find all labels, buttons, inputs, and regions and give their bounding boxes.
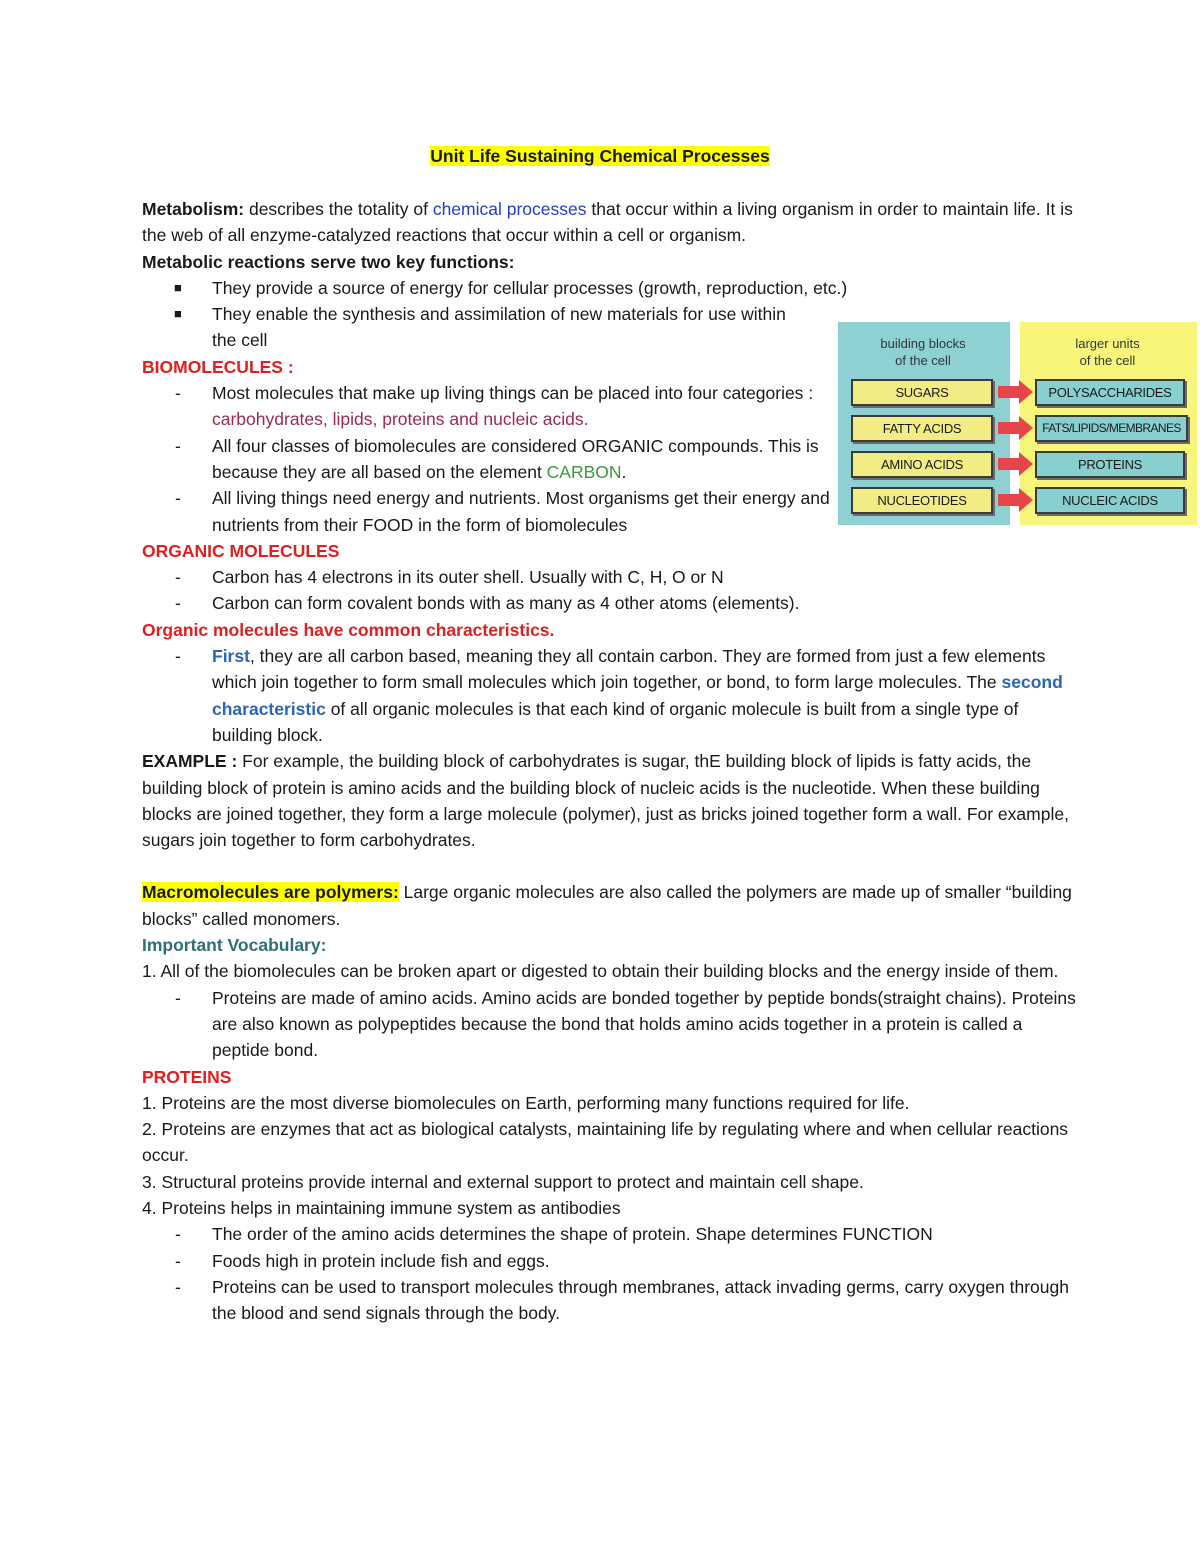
macromolecules-label: Macromolecules are polymers: <box>142 882 399 903</box>
arrow-icon <box>998 416 1033 440</box>
proteins-point: 4. Proteins helps in maintaining immune system as antibodies <box>142 1197 621 1218</box>
list-item: - Proteins are made of amino acids. Amino acids are bonded together by peptide bonds(straight chains). Proteins are also known as polypeptides because the bond that holds amino acids together in a protein is called a peptide bond. <box>175 987 1076 1061</box>
list-item: ■ They enable the synthesis and assimilation of new materials for use within the cell <box>174 304 786 351</box>
characteristics-list <box>142 643 1077 748</box>
vocabulary-heading: Important Vocabulary: <box>142 935 327 956</box>
arrow-icon <box>998 488 1033 512</box>
proteins-point: 2. Proteins are enzymes that act as biological catalysts, maintaining life by regulating where and when cellular reactions occur. <box>142 1119 1069 1166</box>
block-fatty-acids: FATTY ACIDS <box>851 415 993 442</box>
list-item: - Most molecules that make up living things can be placed into four categories : carbohydrates, lipids, proteins and nucleic acids. <box>175 383 814 430</box>
carbon-term: CARBON <box>546 461 622 482</box>
unit-proteins: PROTEINS <box>1035 451 1185 478</box>
proteins-point: 1. Proteins are the most diverse biomolecules on Earth, performing many functions required for life. <box>142 1092 910 1113</box>
metabolism-label: Metabolism: <box>142 199 245 219</box>
building-blocks-heading: building blocks of the cell <box>880 336 966 368</box>
proteins-list <box>142 1221 1077 1326</box>
biomolecule-categories: carbohydrates, lipids, proteins and nucleic acids. <box>212 409 589 430</box>
biomolecules-heading: BIOMOLECULES : <box>142 356 294 377</box>
block-sugars: SUGARS <box>851 379 993 406</box>
list-item: - Carbon can form covalent bonds with as many as 4 other atoms (elements). <box>175 593 800 614</box>
list-item: - All living things need energy and nutrients. Most organisms get their energy and nutrients from their FOOD in the form of biomolecules <box>175 488 830 535</box>
vocabulary-list <box>142 985 1077 1064</box>
unit-fats-lipids-membranes: FATS/LIPIDS/MEMBRANES <box>1035 415 1188 442</box>
metabolism-paragraph: Metabolism: describes the totality of chemical processes that occur within a living organism in order to maintain life. It is the web of all enzyme-catalyzed reactions that occur within a cell or organism. <box>142 199 1073 246</box>
macromolecules-paragraph: Macromolecules are polymers: Large organic molecules are also called the polymers are made up of smaller “building blocks” called monomers. <box>142 882 1072 929</box>
organic-molecules-heading: ORGANIC MOLECULES <box>142 540 340 561</box>
first-term: First <box>212 646 250 667</box>
proteins-point: 3. Structural proteins provide internal and external support to protect and maintain cell shape. <box>142 1171 864 1192</box>
second-characteristic-term: second characteristic <box>212 672 1063 719</box>
arrow-icon <box>998 452 1033 476</box>
list-item: - First, they are all carbon based, meaning they all contain carbon. They are formed from just a few elements which join together to form small molecules which join together, or bond, to form large molecules. The second characteristic of all organic molecules is that each kind of organic molecule is built from a single type of building block. <box>175 646 1063 745</box>
list-item: ■ They provide a source of energy for cellular processes (growth, reproduction, etc.) <box>174 277 848 298</box>
vocabulary-paragraph: 1. All of the biomolecules can be broken apart or digested to obtain their building blocks and the energy inside of them. <box>142 961 1059 982</box>
list-item: - All four classes of biomolecules are considered ORGANIC compounds. This is because they are all based on the element CARBON. <box>175 435 819 482</box>
list-item: - Proteins can be used to transport molecules through membranes, attack invading germs, carry oxygen through the blood and send signals through the body. <box>175 1276 1069 1324</box>
example-paragraph: EXAMPLE : For example, the building block of carbohydrates is sugar, thE building block of lipids is fatty acids, the building block of protein is amino acids and the building block of nucleic acids is the nucleotide. When these building blocks are joined together, they form a large molecule (polymer), just as bricks joined together form a wall. For example, sugars join together to form carbohydrates. <box>142 751 1069 851</box>
arrow-icon <box>998 380 1033 404</box>
chemical-processes-term: chemical processes <box>432 199 587 219</box>
page-title: Unit Life Sustaining Chemical Processes <box>430 146 770 166</box>
larger-units-heading: larger units of the cell <box>1075 336 1140 368</box>
unit-polysaccharides: POLYSACCHARIDES <box>1035 379 1185 406</box>
unit-nucleic-acids: NUCLEIC ACIDS <box>1035 487 1185 514</box>
list-item: - The order of the amino acids determines the shape of protein. Shape determines FUNCTION <box>175 1224 933 1245</box>
list-item: - Carbon has 4 electrons in its outer shell. Usually with C, H, O or N <box>175 567 724 588</box>
example-label: EXAMPLE : <box>142 751 238 772</box>
functions-heading: Metabolic reactions serve two key functions: <box>142 251 515 272</box>
block-amino-acids: AMINO ACIDS <box>851 451 993 478</box>
organic-list <box>142 564 1077 617</box>
building-blocks-figure <box>838 322 1197 525</box>
list-item: - Foods high in protein include fish and eggs. <box>175 1250 550 1271</box>
characteristics-heading: Organic molecules have common characteristics. <box>142 619 555 640</box>
figure-arrows <box>838 322 1197 525</box>
block-nucleotides: NUCLEOTIDES <box>851 487 993 514</box>
proteins-heading: PROTEINS <box>142 1066 232 1087</box>
